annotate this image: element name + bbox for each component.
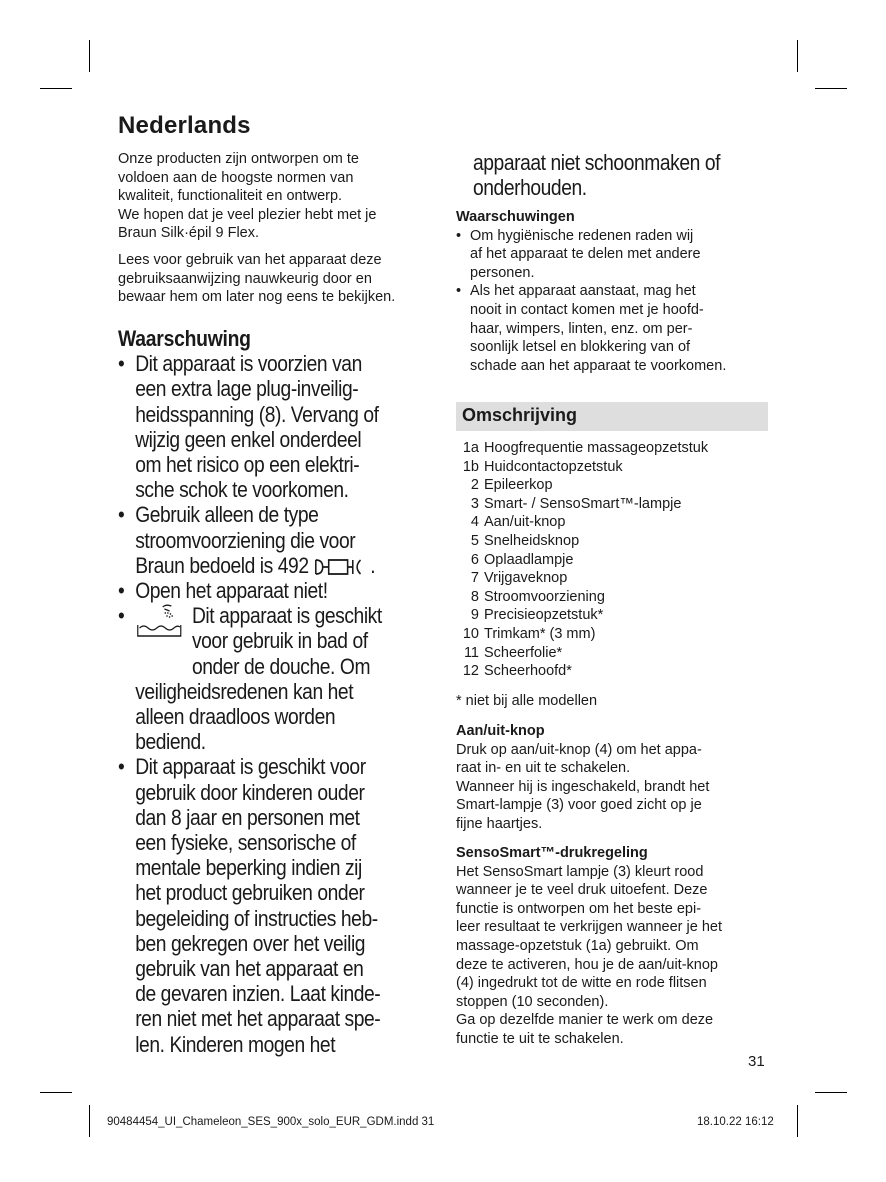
list-item xyxy=(118,578,462,603)
part-number: 5 xyxy=(470,532,479,549)
page-title: Nederlands xyxy=(118,112,251,139)
section-heading: Waarschuwing xyxy=(118,326,251,351)
part-label: Aan/uit-knop xyxy=(484,514,566,531)
text-line: We hopen dat je veel plezier hebt met je xyxy=(118,206,377,223)
text-line: Ga op dezelfde manier te werk om deze xyxy=(456,1012,714,1029)
list-item xyxy=(118,603,462,754)
bullet: • xyxy=(118,502,125,528)
part-label: Trimkam* (3 mm) xyxy=(484,625,596,642)
list-item xyxy=(118,351,462,502)
text-line: apparaat niet schoonmaken of xyxy=(473,150,721,175)
text-line: stroomvoorziening die voor xyxy=(135,527,356,553)
text-line: soonlijk letsel en blokkering van of xyxy=(470,339,691,356)
text-line: voldoen aan de hoogste normen van xyxy=(118,169,354,186)
list-item xyxy=(452,513,708,532)
text-line: Braun Silk·épil 9 Flex. xyxy=(118,225,260,242)
aanuit-section xyxy=(456,722,768,834)
crop-mark xyxy=(815,88,847,89)
part-number: 12 xyxy=(462,663,479,680)
text-line: af het apparaat te delen met andere xyxy=(470,246,701,263)
text-line: leer resultaat te verkrijgen wanneer je het xyxy=(456,919,722,936)
section-heading: Omschrijving xyxy=(462,405,578,425)
text-line: Dit apparaat is geschikt voor xyxy=(135,754,366,780)
text-line: ren niet met het apparaat spe- xyxy=(135,1006,381,1032)
crop-mark xyxy=(89,40,90,72)
part-label: Scheerfolie* xyxy=(484,644,563,661)
text-line: stoppen (10 seconden). xyxy=(456,993,609,1010)
text-line: dan 8 jaar en personen met xyxy=(135,804,360,830)
part-number: 1a xyxy=(462,440,479,456)
list-item xyxy=(452,551,708,570)
text-line: raat in- en uit te schakelen. xyxy=(456,760,631,777)
list-item xyxy=(452,569,708,588)
text-line: sche schok te voorkomen. xyxy=(135,477,349,503)
part-label: Precisieopzetstuk* xyxy=(484,607,604,624)
part-number: 3 xyxy=(470,495,479,512)
slug-right: 18.10.22 16:12 xyxy=(697,1116,774,1128)
text-line: Onze producten zijn ontworpen om te xyxy=(118,151,359,167)
part-label: Epileerkop xyxy=(484,477,553,494)
text-line: alleen draadloos worden xyxy=(135,704,336,730)
text-line: heidsspanning (8). Vervang of xyxy=(135,401,379,427)
crop-mark xyxy=(815,1092,847,1093)
part-number: 11 xyxy=(463,644,479,661)
bullet: • xyxy=(456,227,462,244)
text-line: wijzig geen enkel onderdeel xyxy=(135,426,362,452)
text-line: gebruik door kinderen ouder xyxy=(135,779,365,805)
text-line: deze te activeren, hou je de aan/uit-knop xyxy=(456,956,718,973)
list-item xyxy=(452,532,708,551)
list-item xyxy=(452,588,708,607)
part-number: 10 xyxy=(462,625,479,642)
bath-shower-icon xyxy=(135,603,192,679)
page-number: 31 xyxy=(748,1053,765,1070)
text-line: mentale beperking indien zij xyxy=(135,855,362,881)
list-item xyxy=(452,476,708,495)
part-number: 4 xyxy=(470,514,479,531)
list-item xyxy=(118,502,462,578)
part-number: 8 xyxy=(470,588,479,605)
text-line: onderhouden. xyxy=(473,175,587,201)
text-line: het product gebruiken onder xyxy=(135,880,365,906)
list-item xyxy=(456,227,768,283)
text-line: een fysieke, sensorische of xyxy=(135,830,356,856)
subheading: Aan/uit-knop xyxy=(456,723,545,739)
part-number: 9 xyxy=(470,607,479,624)
text-line: functie te uit te schakelen. xyxy=(456,1030,624,1047)
parts-list xyxy=(452,439,708,681)
text-line: bewaar hem om later nog eens te bekijken. xyxy=(118,289,396,306)
text-line: len. Kinderen mogen het xyxy=(135,1031,336,1057)
intro-paragraph xyxy=(118,150,438,243)
text-line: bediend. xyxy=(135,729,206,755)
part-label: Snelheidsknop xyxy=(484,532,580,549)
text-line: Lees voor gebruik van het apparaat deze xyxy=(118,252,382,268)
list-item xyxy=(452,606,708,625)
text-line: Open het apparaat niet! xyxy=(135,578,328,604)
intro-paragraph-2 xyxy=(118,251,438,307)
part-label: Oplaadlampje xyxy=(484,551,574,568)
text-line: Het SensoSmart lampje (3) kleurt rood xyxy=(456,863,704,880)
crop-mark xyxy=(797,1105,798,1137)
text-line: om het risico op een elektri- xyxy=(135,452,360,478)
text-line: Wanneer hij is ingeschakeld, brandt het xyxy=(456,778,710,795)
text-line: voor gebruik in bad of xyxy=(191,628,368,654)
text-line: kwaliteit, functionaliteit en ontwerp. xyxy=(118,188,343,205)
text-line: Als het apparaat aanstaat, mag het xyxy=(470,283,696,300)
list-item xyxy=(452,662,708,681)
text-line: Dit apparaat is voorzien van xyxy=(135,351,362,377)
text-line: fijne haartjes. xyxy=(456,815,543,832)
text-line: wanneer je te veel druk uitoefent. Deze xyxy=(456,882,708,899)
subheading: SensoSmart™-drukregeling xyxy=(456,845,648,861)
text-line: Druk op aan/uit-knop (4) om het appa- xyxy=(456,741,702,758)
slug-left: 90484454_UI_Chameleon_SES_900x_solo_EUR_GDM.indd 31 xyxy=(107,1116,435,1128)
text-line: (4) ingedrukt tot de witte en rode flitsen xyxy=(456,975,707,992)
list-item xyxy=(456,282,768,375)
text-line: functie is ontworpen om het beste epi- xyxy=(456,900,702,917)
text-line: ben gekregen over het veilig xyxy=(135,930,366,956)
bullet: • xyxy=(118,351,125,377)
text-line: nooit in contact komen met je hoofd- xyxy=(470,301,704,318)
text-line: gebruik van het apparaat en xyxy=(135,956,364,982)
sensosmart-section xyxy=(456,844,768,1049)
text-line: veiligheidsredenen kan het xyxy=(135,678,354,704)
list-item xyxy=(452,495,708,514)
power-supply-symbol-icon xyxy=(314,557,371,577)
text-span: Braun bedoeld is 492 xyxy=(135,552,309,578)
text-line: massage-opzetstuk (1a) gebruikt. Om xyxy=(456,937,699,954)
text-line: Gebruik alleen de type xyxy=(135,502,319,528)
text-span: . xyxy=(370,552,376,578)
waarschuwingen-section xyxy=(456,208,768,375)
crop-mark xyxy=(40,88,72,89)
part-label: Hoogfrequentie massageopzetstuk xyxy=(484,440,709,456)
list-item xyxy=(118,754,462,1056)
crop-mark xyxy=(89,1105,90,1137)
part-label: Smart- / SensoSmart™-lampje xyxy=(484,495,682,512)
warning-continued xyxy=(473,150,833,200)
part-number: 2 xyxy=(470,477,479,494)
list-item xyxy=(452,458,708,477)
text-line: haar, wimpers, linten, enz. om per- xyxy=(470,320,693,337)
subheading: Waarschuwingen xyxy=(456,209,575,225)
bullet: • xyxy=(118,603,125,629)
text-line: een extra lage plug-inveilig- xyxy=(135,376,359,402)
crop-mark xyxy=(797,40,798,72)
text-line: onder de douche. Om xyxy=(191,653,371,679)
text-line: Smart-lampje (3) voor goed zicht op je xyxy=(456,797,702,814)
text-line: personen. xyxy=(470,264,535,281)
warning-section xyxy=(118,326,458,1057)
bullet: • xyxy=(118,754,125,780)
part-label: Scheerhoofd* xyxy=(484,663,572,680)
part-number: 7 xyxy=(470,570,479,587)
footnote: * niet bij alle modellen xyxy=(456,693,598,709)
bullet: • xyxy=(118,578,125,604)
crop-mark xyxy=(40,1092,72,1093)
part-number: 6 xyxy=(470,551,479,568)
part-label: Vrijgaveknop xyxy=(484,570,568,587)
list-item xyxy=(452,625,708,644)
part-label: Stroomvoorziening xyxy=(484,588,605,605)
list-item xyxy=(452,644,708,663)
text-line: schade aan het apparaat te voorkomen. xyxy=(470,357,727,374)
bullet: • xyxy=(456,283,462,300)
text-line: de gevaren inzien. Laat kinde- xyxy=(135,981,381,1007)
text-line: begeleiding of instructies heb- xyxy=(135,905,378,931)
text-line xyxy=(135,553,462,578)
text-line: gebruiksaanwijzing nauwkeurig door en xyxy=(118,270,372,287)
text-line: Dit apparaat is geschikt xyxy=(191,603,382,629)
part-number: 1b xyxy=(462,458,479,475)
text-line: Om hygiënische redenen raden wij xyxy=(470,227,694,244)
list-item xyxy=(452,439,708,458)
part-label: Huidcontactopzetstuk xyxy=(484,458,623,475)
